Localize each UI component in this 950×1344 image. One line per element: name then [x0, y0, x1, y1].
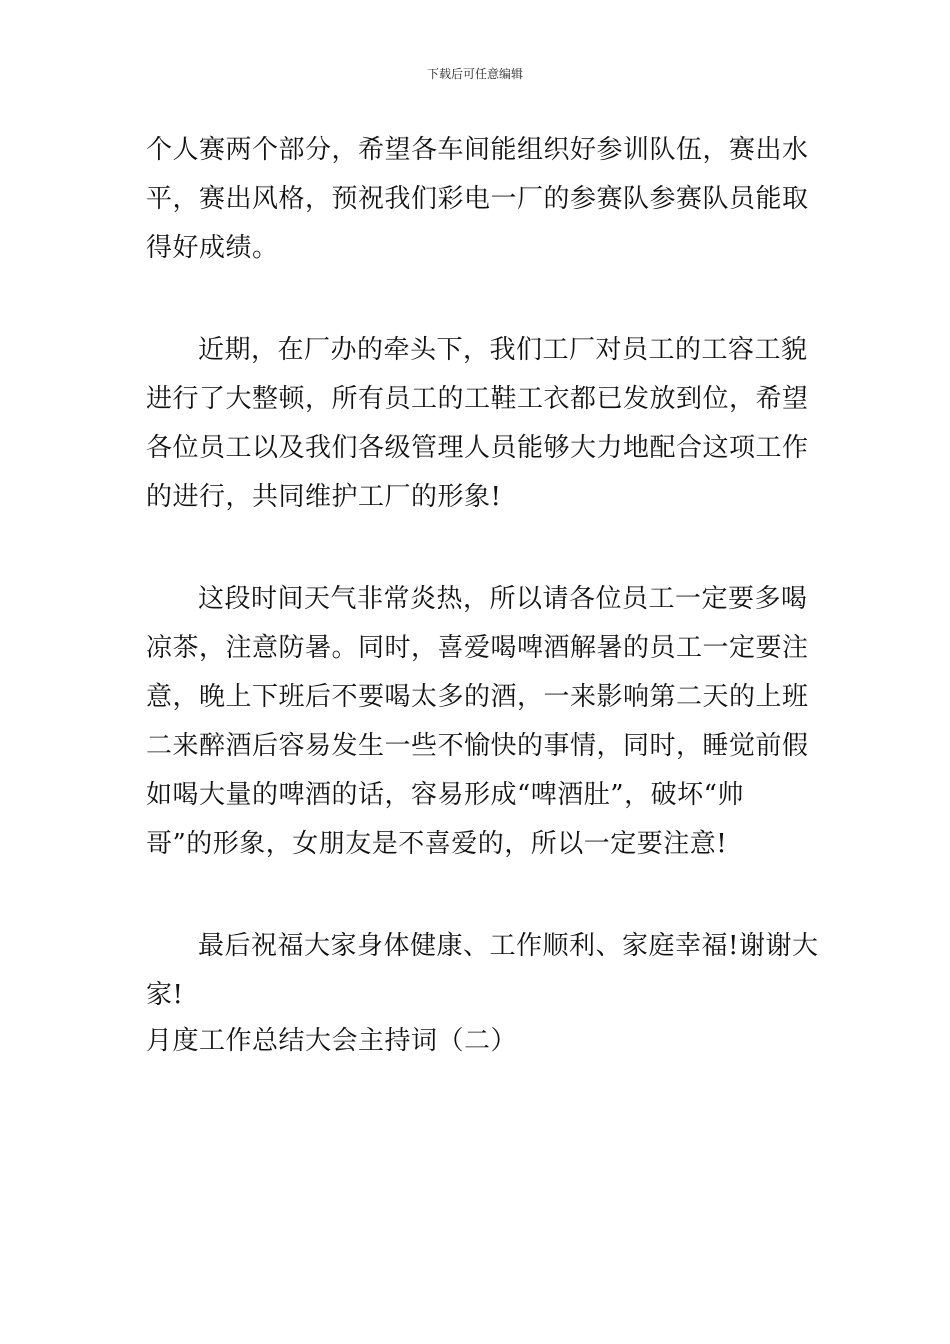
paragraph-first-line: 最后祝福大家身体健康、工作顺利、家庭幸福!谢谢大: [198, 931, 819, 961]
text-line: 进行了大整顿，所有员工的工鞋工衣都已发放到位，希望: [146, 384, 809, 414]
paragraph-first-line: 近期，在厂办的牵头下，我们工厂对员工的工容工貌: [198, 335, 808, 365]
text-line: 哥”的形象，女朋友是不喜爱的，所以一定要注意!: [146, 829, 728, 859]
page-header: 下载后可任意编辑: [426, 67, 523, 81]
text-line: 二来醉酒后容易发生一些不愉快的事情，同时，睡觉前假: [146, 731, 809, 761]
section-title: 月度工作总结大会主持词（二）: [146, 1026, 518, 1056]
paragraph-first-line: 这段时间天气非常炎热，所以请各位员工一定要多喝: [198, 584, 808, 614]
text-line: 的进行，共同维护工厂的形象!: [146, 482, 502, 512]
text-line: 各位员工以及我们各级管理人员能够大力地配合这项工作: [146, 433, 809, 463]
text-line: 平，赛出风格，预祝我们彩电一厂的参赛队参赛队员能取: [146, 184, 809, 214]
text-line: 凉茶，注意防暑。同时，喜爱喝啤酒解暑的员工一定要注: [146, 633, 809, 663]
text-line: 如喝大量的啤酒的话，容易形成“啤酒肚”，破坏“帅: [146, 780, 744, 810]
text-line: 家!: [146, 980, 184, 1010]
text-line: 意，晚上下班后不要喝太多的酒，一来影响第二天的上班: [146, 682, 809, 712]
text-line: 得好成绩。: [146, 233, 279, 263]
text-line: 个人赛两个部分，希望各车间能组织好参训队伍，赛出水: [146, 135, 809, 165]
